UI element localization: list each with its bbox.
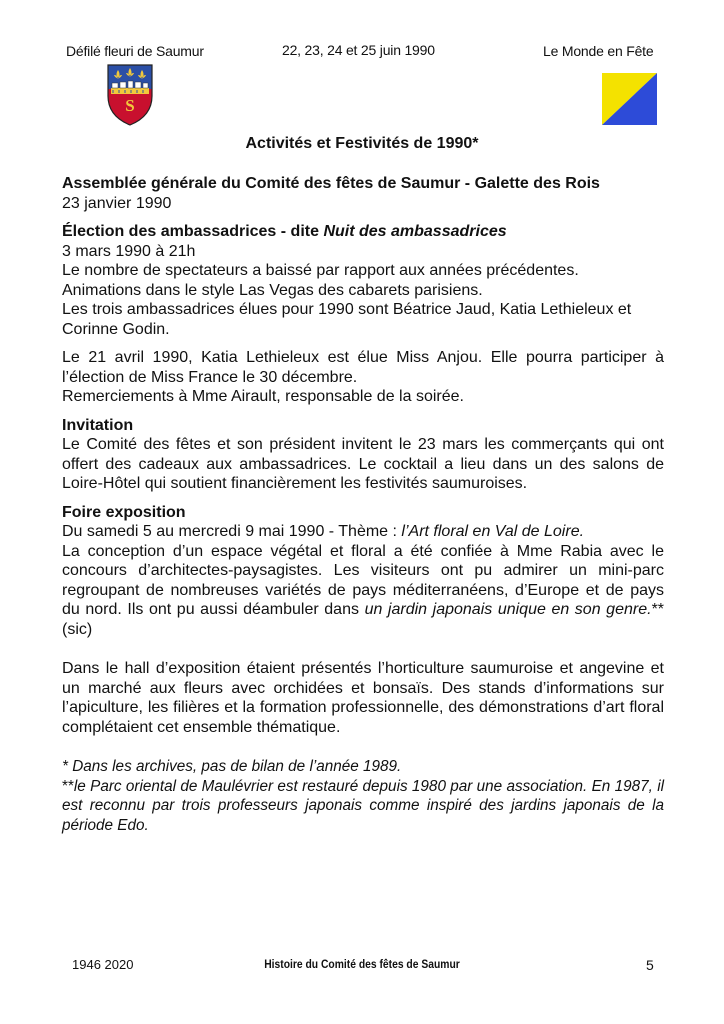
foire-text-a: La conception d’un espace végétal et floral a été confiée à Mme Rabia avec le concours d’architectes-paysagistes. Les visiteurs ont pu admirer un mini-parc regroupant de nombreuses variétés de pays méditerranéens, d’Europe et de pays du nord. Ils ont pu aussi déambuler dans [62, 542, 664, 618]
foire-paragraph-2: Dans le hall d’exposition étaient présentés l’horticulture saumuroise et angevine et un marché aux fleurs avec orchidées et bonsaïs. Des stands d’informations sur l’apiculture, les filières et la formation professionnelle, des démonstrations d’art floral complétaient cet ensemble thématique. [62, 660, 664, 736]
election-heading [62, 222, 664, 242]
diagonal-flag-icon [602, 73, 657, 125]
page-title: Activités et Festivités de 1990* [245, 135, 479, 152]
header-date-text: 22, 23, 24 et 25 juin 1990 [282, 42, 435, 58]
invitation-text: Le Comité des fêtes et son président invitent le 23 mars les commerçants qui ont offert des cadeaux aux ambassadrices. Le cocktail a lieu dans un des salons de Loire-Hôtel qui soutient financièrement les festivités saumuroises. [62, 436, 664, 492]
crest-letter: S [125, 96, 135, 115]
page-number: 5 [646, 957, 654, 973]
foire-date [62, 522, 664, 542]
election-heading-italic: Nuit des ambassadrices [323, 223, 507, 240]
election-paragraph-2: Le 21 avril 1990, Katia Lethieleux est élue Miss Anjou. Elle pourra participer à l’élection de Miss France le 30 décembre. [62, 349, 664, 386]
assemblee-date: 23 janvier 1990 [62, 194, 172, 212]
election-date: 3 mars 1990 à 21h [62, 242, 196, 260]
foire-date-text: Du samedi 5 au mercredi 9 mai 1990 - Thème : [62, 523, 402, 540]
election-line-1: Le nombre de spectateurs a baissé par rapport aux années précédentes. [62, 262, 579, 279]
footer-years: 1946 2020 [72, 957, 134, 972]
main-content [62, 174, 664, 835]
foire-paragraph-1 [62, 542, 664, 640]
foire-theme: l’Art floral en Val de Loire. [401, 523, 585, 540]
election-line-3: Les trois ambassadrices élues pour 1990 sont Béatrice Jaud, Katia Lethieleux et Corinne Godin. [62, 301, 632, 338]
foire-text-c: **(sic) [62, 601, 665, 638]
election-line-2: Animations dans le style Las Vegas des cabarets parisiens. [62, 281, 483, 299]
footnote-2-text: le Parc oriental de Maulévrier est restauré depuis 1980 par une association. En 1987, il est reconnu par trois professeurs japonais comme inspiré des jardins japonais de la période Edo. [62, 777, 664, 834]
foire-text-italic: un jardin japonais unique en son genre. [364, 601, 652, 618]
saumur-coat-of-arms-icon [107, 64, 153, 126]
header-left-text: Défilé fleuri de Saumur [66, 43, 204, 59]
footer-title: Histoire du Comité des fêtes de Saumur [264, 957, 460, 971]
foire-heading: Foire exposition [62, 503, 186, 521]
header-right-text: Le Monde en Fête [543, 43, 654, 59]
assemblee-heading: Assemblée générale du Comité des fêtes de Saumur - Galette des Rois [62, 175, 600, 192]
footnote-2-mark: ** [62, 777, 74, 795]
invitation-heading: Invitation [62, 416, 134, 434]
election-thanks: Remerciements à Mme Airault, responsable de la soirée. [62, 388, 464, 405]
footnote-1: * Dans les archives, pas de bilan de l’année 1989. [62, 758, 402, 775]
footnote-2 [62, 777, 664, 836]
election-heading-text: Élection des ambassadrices - dite [62, 223, 324, 240]
